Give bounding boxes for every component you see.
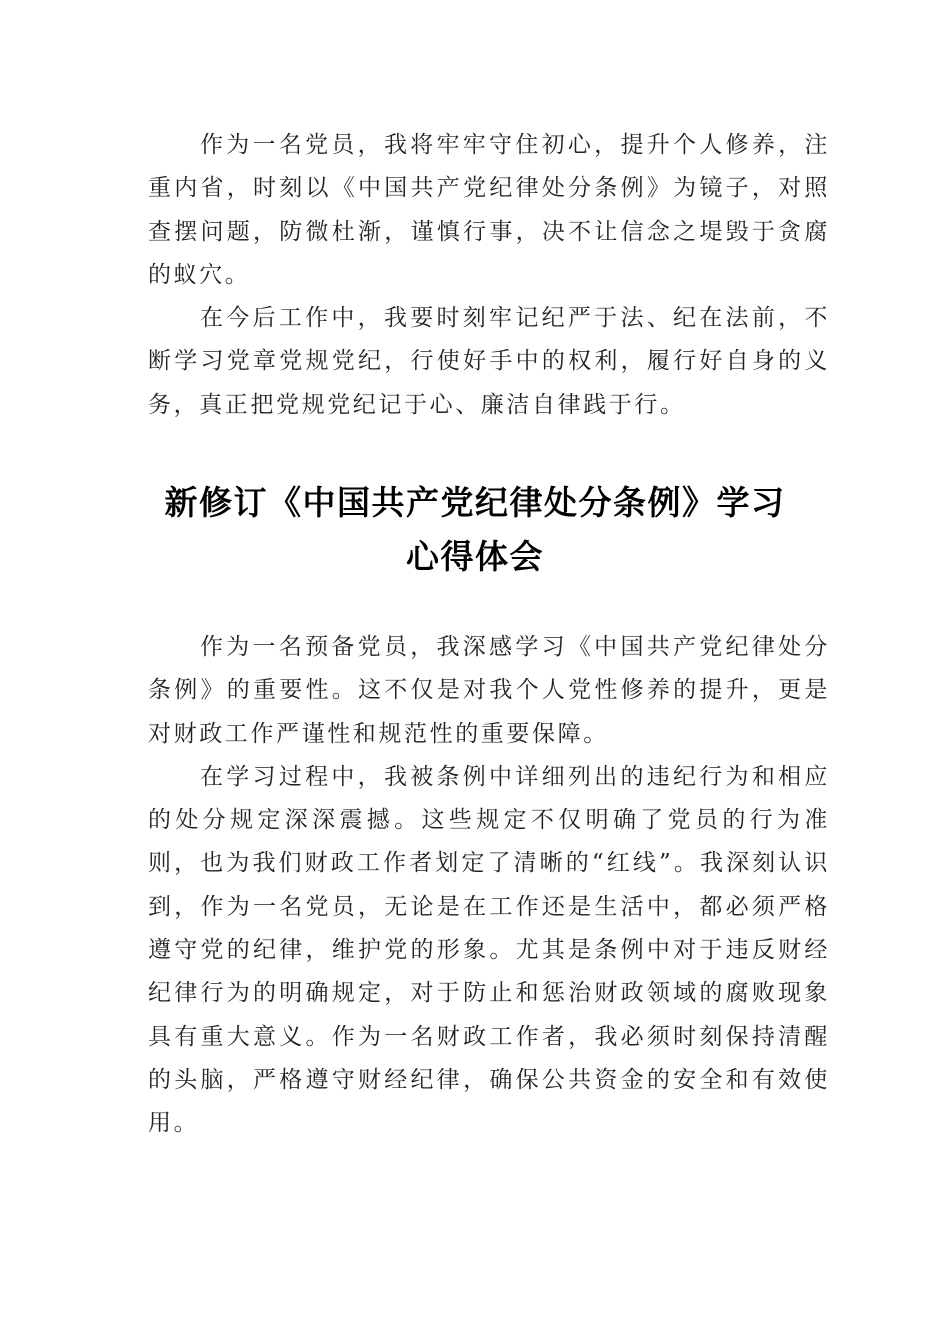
title-line-1: 新修订《中国共产党纪律处分条例》学习: [164, 483, 786, 522]
paragraph: 作为一名预备党员，我深感学习《中国共产党纪律处分条例》的重要性。这不仅是对我个人党性修养的提升，更是对财政工作严谨性和规范性的重要保障。: [148, 634, 830, 747]
paragraph: 作为一名党员，我将牢牢守住初心，提升个人修养，注重内省，时刻以《中国共产党纪律处分条例》为镜子，对照查摆问题，防微杜渐，谨慎行事，决不让信念之堤毁于贪腐的蚁穴。: [148, 132, 830, 288]
document-title: [100, 476, 850, 584]
title-line-2: 心得体会: [406, 537, 544, 576]
top-text-section: [148, 124, 830, 427]
paragraph: 在今后工作中，我要时刻牢记纪严于法、纪在法前，不断学习党章党规党纪，行使好手中的权利，履行好自身的义务，真正把党规党纪记于心、廉洁自律践于行。: [148, 305, 830, 418]
paragraph: 在学习过程中，我被条例中详细列出的违纪行为和相应的处分规定深深震撼。这些规定不仅明确了党员的行为准则，也为我们财政工作者划定了清晰的“红线”。我深刻认识到，作为一名党员，无论是在工作还是生活中，都必须严格遵守党的纪律，维护党的形象。尤其是条例中对于违反财经纪律行为的明确规定，对于防止和惩治财政领域的腐败现象具有重大意义。作为一名财政工作者，我必须时刻保持清醒的头脑，严格遵守财经纪律，确保公共资金的安全和有效使用。: [148, 763, 830, 1137]
bottom-text-section: [148, 626, 830, 1146]
